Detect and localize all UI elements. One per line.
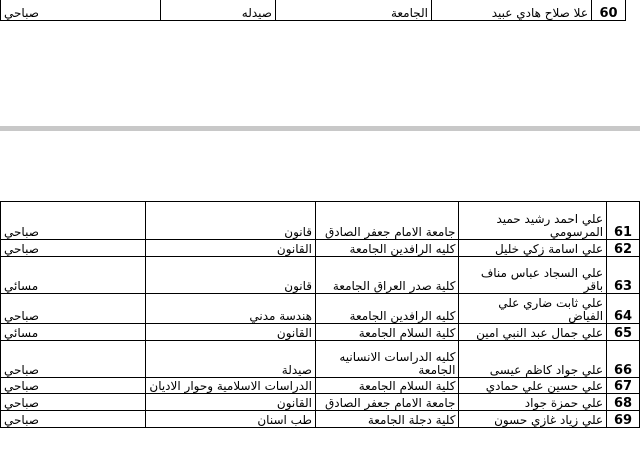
name-cell: علي جمال عبد النبي امين bbox=[459, 324, 607, 341]
shift-cell: صباحي bbox=[1, 0, 161, 21]
department-cell: الدراسات الاسلامية وحوار الاديان bbox=[146, 378, 316, 394]
row-number: 60 bbox=[592, 0, 626, 21]
table-row bbox=[1, 240, 640, 257]
name-cell: علي ثابت ضاري علي الفياض bbox=[459, 294, 607, 324]
department-cell: القانون bbox=[146, 324, 316, 341]
shift-cell: صباحي bbox=[1, 202, 146, 240]
row-number: 63 bbox=[607, 257, 640, 294]
name-cell: علي حسين علي حمادي bbox=[459, 378, 607, 394]
shift-cell: مسائي bbox=[1, 324, 146, 341]
name-cell: علي اسامة زكي خليل bbox=[459, 240, 607, 257]
shift-cell: صباحي bbox=[1, 294, 146, 324]
department-cell: طب اسنان bbox=[146, 411, 316, 428]
shift-cell: صباحي bbox=[1, 411, 146, 428]
shift-cell: صباحي bbox=[1, 341, 146, 378]
row-number: 66 bbox=[607, 341, 640, 378]
college-cell: كليه الرافدين الجامعة bbox=[316, 294, 459, 324]
table-row bbox=[1, 378, 640, 394]
department-cell: قانون bbox=[146, 202, 316, 240]
table-row bbox=[1, 394, 640, 411]
shift-cell: صباحي bbox=[1, 378, 146, 394]
table-row bbox=[1, 0, 626, 21]
page-divider bbox=[0, 126, 640, 131]
table-row bbox=[1, 294, 640, 324]
shift-cell: مسائي bbox=[1, 257, 146, 294]
department-cell: هندسة مدني bbox=[146, 294, 316, 324]
table-row bbox=[1, 411, 640, 428]
college-cell: كليه الرافدين الجامعة bbox=[316, 240, 459, 257]
college-cell: كلية السلام الجامعة bbox=[316, 378, 459, 394]
table-row bbox=[1, 202, 640, 240]
table-row bbox=[1, 257, 640, 294]
name-cell: علي احمد رشيد حميد المرسومي bbox=[459, 202, 607, 240]
college-cell: كلية دجلة الجامعة bbox=[316, 411, 459, 428]
college-cell: كليه الدراسات الانسانيه الجامعة bbox=[316, 341, 459, 378]
department-cell: صيدله bbox=[161, 0, 276, 21]
department-cell: صيدلة bbox=[146, 341, 316, 378]
row-number: 68 bbox=[607, 394, 640, 411]
college-cell: كلية السلام الجامعة bbox=[316, 324, 459, 341]
row-number: 65 bbox=[607, 324, 640, 341]
name-cell: علا صلاح هادي عبيد bbox=[432, 0, 592, 21]
row-number: 67 bbox=[607, 378, 640, 394]
table-row bbox=[1, 324, 640, 341]
college-cell: جامعة الامام جعفر الصادق bbox=[316, 202, 459, 240]
row-number: 69 bbox=[607, 411, 640, 428]
name-cell: علي السجاد عباس مناف باقر bbox=[459, 257, 607, 294]
top-table bbox=[0, 0, 626, 21]
college-cell: جامعة الامام جعفر الصادق bbox=[316, 394, 459, 411]
name-cell: علي حمزة جواد bbox=[459, 394, 607, 411]
department-cell: القانون bbox=[146, 240, 316, 257]
row-number: 62 bbox=[607, 240, 640, 257]
row-number: 64 bbox=[607, 294, 640, 324]
students-table bbox=[0, 201, 640, 428]
row-number: 61 bbox=[607, 202, 640, 240]
shift-cell: صباحي bbox=[1, 394, 146, 411]
name-cell: علي زياد غازي حسون bbox=[459, 411, 607, 428]
department-cell: قانون bbox=[146, 257, 316, 294]
college-cell: الجامعة bbox=[276, 0, 432, 21]
department-cell: القانون bbox=[146, 394, 316, 411]
shift-cell: صباحي bbox=[1, 240, 146, 257]
name-cell: علي جواد كاظم عيسى bbox=[459, 341, 607, 378]
college-cell: كلية صدر العراق الجامعة bbox=[316, 257, 459, 294]
table-row bbox=[1, 341, 640, 378]
